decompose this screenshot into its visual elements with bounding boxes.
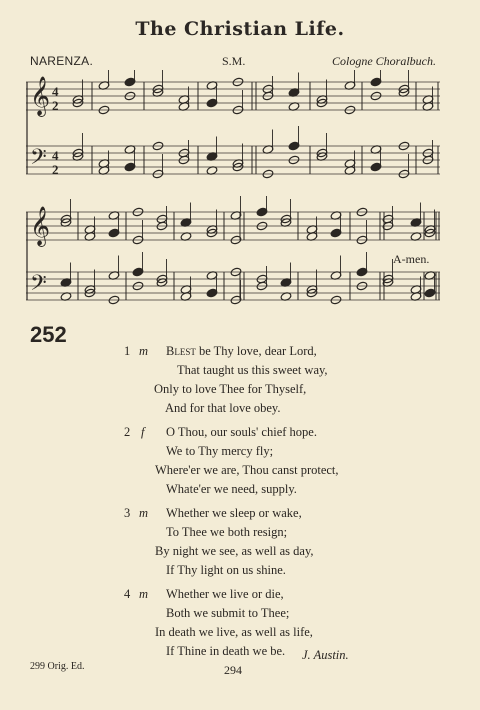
tune-name: NARENZA. <box>30 54 94 68</box>
tune-source: Cologne Choralbuch. <box>332 54 436 68</box>
edition-note: 299 Orig. Ed. <box>30 661 85 672</box>
treble-clef: 𝄞 <box>30 76 51 116</box>
dynamic-mark: m <box>139 587 149 601</box>
time-sig-bottom: 2 <box>52 162 59 177</box>
first-word: Blest <box>166 344 196 358</box>
stanza-line: If Thine in death we be. <box>166 644 286 658</box>
stanza-line: That taught us this sweet way, <box>177 363 328 377</box>
dynamic-mark: m <box>139 506 149 520</box>
stanza-line: Whether we sleep or wake, <box>166 506 302 520</box>
music-system-1 <box>26 70 440 188</box>
bass-clef: 𝄢 <box>30 145 47 175</box>
amen-label: A-men. <box>393 252 430 266</box>
page-number: 294 <box>224 663 242 677</box>
stanza-line: And for that love obey. <box>165 401 281 415</box>
page-title: The Christian Life. <box>135 18 345 40</box>
hymn-number: 252 <box>30 322 67 347</box>
stanza-line: We to Thy mercy fly; <box>166 444 274 458</box>
stanza-line <box>166 342 317 362</box>
first-line-rest: be Thy love, dear Lord, <box>195 344 317 358</box>
author-attribution: J. Austin. <box>302 648 349 662</box>
stanza-number: 1 <box>124 344 131 358</box>
stanza-line: In death we live, as well as life, <box>155 625 313 639</box>
treble-clef: 𝄞 <box>30 206 51 246</box>
stanza-number: 3 <box>124 506 131 520</box>
stanza-line: By night we see, as well as day, <box>155 544 314 558</box>
dynamic-mark: f <box>141 425 145 439</box>
stanza-number: 2 <box>124 425 131 439</box>
time-sig-top: 4 <box>52 84 59 99</box>
music-staff-svg-1 <box>26 70 440 188</box>
stanza-line: To Thee we both resign; <box>166 525 288 539</box>
time-sig-bottom: 2 <box>52 98 59 113</box>
music-staff-svg-2 <box>26 196 440 314</box>
stanza-line: O Thou, our souls' chief hope. <box>166 425 317 439</box>
time-sig-top: 4 <box>52 148 59 163</box>
stanza-line: Where'er we are, Thou canst protect, <box>155 463 339 477</box>
tune-meter: S.M. <box>222 54 246 68</box>
stanza-line: Only to love Thee for Thyself, <box>154 382 307 396</box>
stanza-line: Whate'er we need, supply. <box>166 482 297 496</box>
music-system-2 <box>26 196 440 314</box>
stanza-number: 4 <box>124 587 131 601</box>
bass-clef: 𝄢 <box>30 271 47 301</box>
dynamic-mark: m <box>139 344 149 358</box>
stanza-line: If Thy light on us shine. <box>166 563 286 577</box>
stanza-line: Whether we live or die, <box>166 587 284 601</box>
stanza-line: Both we submit to Thee; <box>166 606 290 620</box>
